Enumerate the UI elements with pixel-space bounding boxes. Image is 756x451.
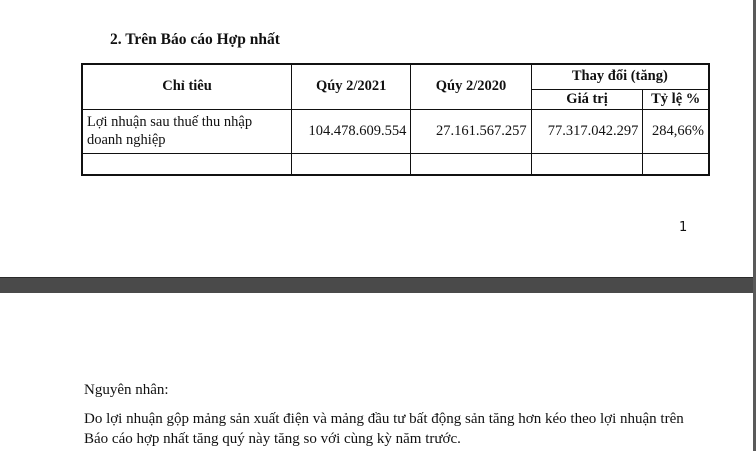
cell-q2-2021: 104.478.609.554 [292, 109, 411, 153]
empty-cell [531, 153, 643, 175]
empty-cell [82, 153, 292, 175]
table-row [82, 109, 709, 153]
table-header-row [82, 64, 709, 89]
reason-body: Do lợi nhuận gộp mảng sản xuất điện và mảng đầu tư bất động sản tăng hơn kéo theo lợi nhuận trên Báo cáo hợp nhất tăng quý này tăng so với cùng kỳ năm trước. [84, 411, 684, 447]
reason-heading: Nguyên nhân: [84, 382, 169, 398]
header-indicator: Chỉ tiêu [82, 64, 292, 109]
empty-cell [411, 153, 531, 175]
header-q2-2020: Qúy 2/2020 [411, 64, 531, 109]
section-title: 2. Trên Báo cáo Hợp nhất [110, 31, 280, 48]
header-change-group: Thay đổi (tăng) [531, 64, 709, 89]
cell-change-ratio: 284,66% [643, 109, 709, 153]
page-separator [0, 277, 756, 294]
header-value: Giá trị [531, 89, 643, 109]
table-row-empty [82, 153, 709, 175]
document-page-2 [0, 293, 756, 451]
empty-cell [643, 153, 709, 175]
header-ratio: Tỷ lệ % [643, 89, 709, 109]
profit-comparison-table [81, 63, 710, 176]
cell-change-value: 77.317.042.297 [531, 109, 643, 153]
empty-cell [292, 153, 411, 175]
header-q2-2021: Qúy 2/2021 [292, 64, 411, 109]
cell-q2-2020: 27.161.567.257 [411, 109, 531, 153]
page-number: 1 [679, 220, 688, 235]
cell-indicator: Lợi nhuận sau thuế thu nhập doanh nghiệp [82, 109, 292, 153]
